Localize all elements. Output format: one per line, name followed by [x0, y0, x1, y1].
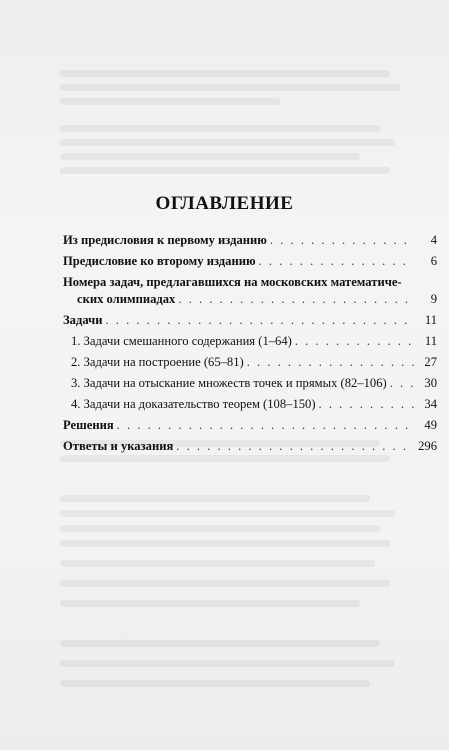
- leader-dots: [105, 312, 414, 329]
- leader-dots: [117, 417, 414, 434]
- toc-entry[interactable]: [63, 274, 437, 308]
- leader-dots: [178, 291, 414, 308]
- toc-entry-page: 11: [424, 334, 437, 348]
- toc-entry-page: 4: [430, 233, 437, 247]
- toc-subentry[interactable]: [63, 396, 437, 413]
- toc-entry-title: Задачи: [63, 313, 103, 327]
- page-title: ОГЛАВЛЕНИЕ: [155, 193, 294, 214]
- toc-entry-title: Предисловие ко второму изданию: [63, 254, 256, 268]
- bleed-through-line: [60, 560, 375, 567]
- toc-entry-page: 9: [430, 292, 437, 306]
- toc-entry-title: Ответы и указания: [63, 439, 174, 453]
- bleed-through-line: [60, 455, 390, 462]
- bleed-through-line: [60, 495, 370, 502]
- toc-entry-page: 49: [424, 418, 437, 432]
- leader-dots: [390, 375, 414, 392]
- toc-entry-title: 3. Задачи на отыскание множеств точек и прямых (82–106): [71, 376, 387, 390]
- toc-entry-title: 2. Задачи на построение (65–81): [71, 355, 244, 369]
- toc-entry[interactable]: [63, 253, 437, 270]
- toc-entry-title: 1. Задачи смешанного содержания (1–64): [71, 334, 292, 348]
- toc-entry-title-line1: Номера задач, предлагавшихся на московских математиче-: [63, 275, 402, 289]
- toc-entry-title: Из предисловия к первому изданию: [63, 233, 267, 247]
- bleed-through-line: [60, 680, 370, 687]
- bleed-through-line: [60, 640, 380, 647]
- bleed-through-line: [60, 167, 390, 174]
- toc-entry-title-line2: ских олимпиадах: [77, 292, 176, 306]
- toc-entry[interactable]: [63, 417, 437, 434]
- leader-dots: [295, 333, 414, 350]
- bleed-through-line: [60, 70, 390, 77]
- bleed-through-line: [60, 84, 400, 91]
- bleed-through-line: [60, 660, 395, 667]
- leader-dots: [247, 354, 414, 371]
- bleed-through-line: [60, 540, 390, 547]
- toc-entry-page: 27: [424, 355, 437, 369]
- toc-entry[interactable]: [63, 438, 437, 455]
- bleed-through-line: [60, 125, 380, 132]
- bleed-through-line: [60, 600, 360, 607]
- toc-entry[interactable]: [63, 232, 437, 249]
- toc-entry-title: 4. Задачи на доказательство теорем (108–150): [71, 397, 316, 411]
- toc-entry-page: 30: [424, 376, 437, 390]
- bleed-through-line: [60, 510, 395, 517]
- bleed-through-line: [60, 98, 280, 105]
- toc-entry-page: 296: [418, 439, 437, 453]
- bleed-through-line: [60, 580, 390, 587]
- toc-entry[interactable]: [63, 312, 437, 329]
- toc-subentry[interactable]: [63, 354, 437, 371]
- toc-entry-page: 6: [430, 254, 437, 268]
- bleed-through-line: [60, 153, 360, 160]
- leader-dots: [319, 396, 414, 413]
- toc-entry-title: Решения: [63, 418, 114, 432]
- toc-subentry[interactable]: [63, 375, 437, 392]
- toc-subentry[interactable]: [63, 333, 437, 350]
- table-of-contents: [63, 232, 437, 455]
- leader-dots: [270, 232, 414, 249]
- toc-entry-page: 11: [424, 313, 437, 327]
- leader-dots: [259, 253, 414, 270]
- bleed-through-line: [60, 139, 395, 146]
- bleed-through-line: [60, 525, 380, 532]
- toc-entry-page: 34: [424, 397, 437, 411]
- leader-dots: [176, 438, 414, 455]
